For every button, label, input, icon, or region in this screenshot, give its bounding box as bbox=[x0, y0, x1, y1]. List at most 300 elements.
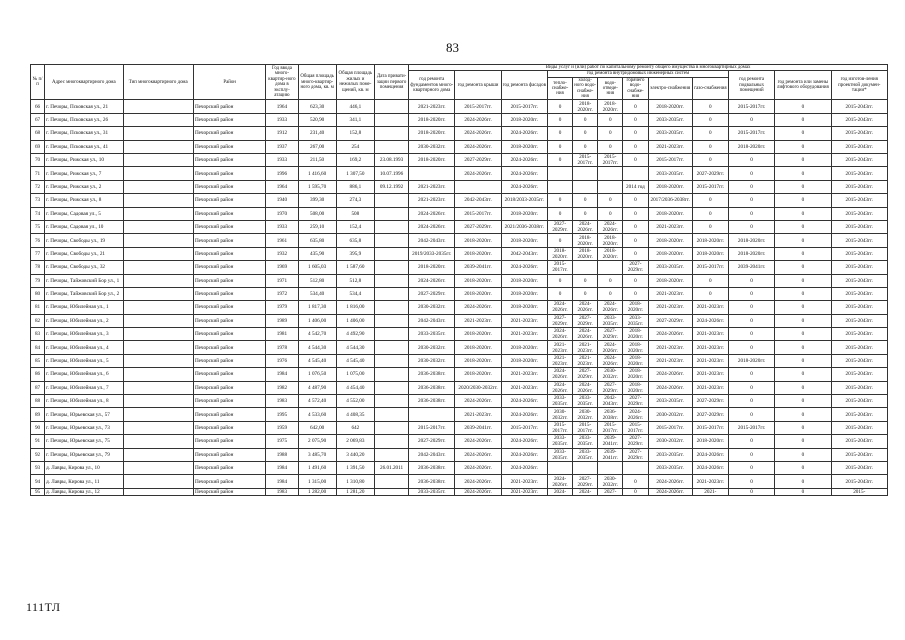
gas-cell: 0 bbox=[692, 220, 728, 233]
district-cell: Печорский район bbox=[193, 207, 265, 220]
privatization-date-cell bbox=[374, 247, 408, 260]
roof-cell: 2015-2017гг. bbox=[455, 207, 501, 220]
header-works-group: Виды услуг и (или) работ по капитальному ремонту общего имущества в многоквартирных домах bbox=[409, 65, 888, 71]
year-cell: 1996 bbox=[266, 167, 298, 180]
type-cell bbox=[123, 475, 193, 488]
foundation-cell: 2036-2038гг. bbox=[409, 475, 455, 488]
hot-water-cell: 2027-2029гг. bbox=[623, 261, 648, 274]
address-cell: г. Печоры, Тайжовский Бор ул., 1 bbox=[45, 274, 123, 287]
year-cell: 1978 bbox=[266, 341, 298, 354]
facade-cell: 2021-2023гг. bbox=[501, 488, 547, 495]
heat-supply-cell: 2024-2026гг. bbox=[547, 381, 572, 394]
design-docs-cell: 2015-2043гг. bbox=[831, 247, 887, 260]
gas-cell: 2027-2029гг. bbox=[692, 167, 728, 180]
electricity-cell: 2021-2023гг. bbox=[648, 140, 692, 153]
basement-cell: 0 bbox=[728, 154, 774, 167]
privatization-date-cell: 09.12.1992 bbox=[374, 180, 408, 193]
total-area-cell: 4 545,40 bbox=[298, 354, 336, 367]
row-number: 84 bbox=[31, 341, 45, 354]
foundation-cell bbox=[409, 167, 455, 180]
heat-supply-cell: 2021-2023гг. bbox=[547, 354, 572, 367]
type-cell bbox=[123, 328, 193, 341]
living-area-cell: 341,1 bbox=[336, 113, 374, 126]
basement-cell: 0 bbox=[728, 368, 774, 381]
year-cell: 1961 bbox=[266, 234, 298, 247]
type-cell bbox=[123, 395, 193, 408]
district-cell: Печорский район bbox=[193, 247, 265, 260]
gas-cell: 0 bbox=[692, 127, 728, 140]
drainage-cell: 2030-2032гг. bbox=[598, 368, 623, 381]
electricity-cell: 2033-2035гг. bbox=[648, 261, 692, 274]
gas-cell: 0 bbox=[692, 154, 728, 167]
hot-water-cell bbox=[623, 461, 648, 474]
cold-water-cell: 2015-2017гг. bbox=[573, 154, 598, 167]
privatization-date-cell bbox=[374, 475, 408, 488]
basement-cell: 2015-2017гг. bbox=[728, 421, 774, 434]
gas-cell: 2021-2023гг. bbox=[692, 301, 728, 314]
cold-water-cell: 2024- bbox=[573, 488, 598, 495]
address-cell: г. Печоры, Юбилейная ул., 1 bbox=[45, 301, 123, 314]
living-area-cell: 274,3 bbox=[336, 194, 374, 207]
living-area-cell: 1 307,50 bbox=[336, 167, 374, 180]
table-row bbox=[31, 247, 888, 260]
table-row bbox=[31, 368, 888, 381]
design-docs-cell: 2015-2043гг. bbox=[831, 154, 887, 167]
year-cell: 1975 bbox=[266, 435, 298, 448]
address-cell: д. Лавры, Кирова ул., 10 bbox=[45, 461, 123, 474]
living-area-cell: 4 544,30 bbox=[336, 341, 374, 354]
row-number: 91 bbox=[31, 435, 45, 448]
electricity-cell: 2030-2032гг. bbox=[648, 435, 692, 448]
row-number: 78 bbox=[31, 261, 45, 274]
foundation-cell: 2024-2026гг. bbox=[409, 220, 455, 233]
address-cell: г. Печоры, Свободы ул., 19 bbox=[45, 234, 123, 247]
basement-cell: 2015-2017гг. bbox=[728, 127, 774, 140]
row-number: 83 bbox=[31, 328, 45, 341]
privatization-date-cell bbox=[374, 421, 408, 434]
design-docs-cell: 2015-2043гг. bbox=[831, 287, 887, 300]
roof-cell: 2024-2026гг. bbox=[455, 301, 501, 314]
total-area-cell: 435,90 bbox=[298, 247, 336, 260]
type-cell bbox=[123, 234, 193, 247]
privatization-date-cell bbox=[374, 488, 408, 495]
design-docs-cell: 2015-2043гг. bbox=[831, 328, 887, 341]
district-cell: Печорский район bbox=[193, 381, 265, 394]
cold-water-cell: 2024-2026гг. bbox=[573, 301, 598, 314]
living-area-cell: 152,4 bbox=[336, 220, 374, 233]
type-cell bbox=[123, 421, 193, 434]
design-docs-cell: 2015-2043гг. bbox=[831, 167, 887, 180]
cold-water-cell: 0 bbox=[573, 194, 598, 207]
total-area-cell: 1 605,03 bbox=[298, 261, 336, 274]
gas-cell: 2018-2020гг. bbox=[692, 247, 728, 260]
footer-code: 111ТЛ bbox=[26, 600, 61, 614]
roof-cell: 2024-2026гг. bbox=[455, 140, 501, 153]
roof-cell: 2024-2026гг. bbox=[455, 475, 501, 488]
design-docs-cell: 2015-2043гг. bbox=[831, 354, 887, 367]
year-cell: 1970 bbox=[266, 207, 298, 220]
roof-cell: 2024-2026гг. bbox=[455, 435, 501, 448]
type-cell bbox=[123, 461, 193, 474]
living-area-cell: 4 408,35 bbox=[336, 408, 374, 421]
table-row bbox=[31, 234, 888, 247]
foundation-cell: 2024-2026гг. bbox=[409, 274, 455, 287]
roof-cell: 2018-2020гг. bbox=[455, 247, 501, 260]
address-cell: г. Печоры, Юбилейная ул., 7 bbox=[45, 381, 123, 394]
address-cell: г. Печоры, Псковская ул., 41 bbox=[45, 140, 123, 153]
foundation-cell: 2030-2032гг. bbox=[409, 354, 455, 367]
gas-cell: 2021-2023гг. bbox=[692, 368, 728, 381]
table-row bbox=[31, 381, 888, 394]
hot-water-cell: 0 bbox=[623, 488, 648, 495]
cold-water-cell: 2018-2020гг. bbox=[573, 247, 598, 260]
living-area-cell: 1 310,80 bbox=[336, 475, 374, 488]
hot-water-cell: 0 bbox=[623, 194, 648, 207]
lift-cell: 0 bbox=[775, 475, 831, 488]
hot-water-cell: 0 bbox=[623, 100, 648, 113]
design-docs-cell: 2015-2043гг. bbox=[831, 341, 887, 354]
heat-supply-cell: 2027-2029гг. bbox=[547, 314, 572, 327]
gas-cell: 2027-2029гг. bbox=[692, 395, 728, 408]
type-cell bbox=[123, 180, 193, 193]
type-cell bbox=[123, 341, 193, 354]
heat-supply-cell: 2033-2035гг. bbox=[547, 448, 572, 461]
design-docs-cell: 2015-2043гг. bbox=[831, 234, 887, 247]
table-row bbox=[31, 113, 888, 126]
basement-cell: 0 bbox=[728, 475, 774, 488]
hot-water-cell: 2024-2026гг. bbox=[623, 408, 648, 421]
electricity-cell: 2021-2023гг. bbox=[648, 301, 692, 314]
row-number: 92 bbox=[31, 448, 45, 461]
lift-cell: 0 bbox=[775, 328, 831, 341]
type-cell bbox=[123, 127, 193, 140]
header-district: Район bbox=[193, 65, 265, 100]
facade-cell: 2024-2026гг. bbox=[501, 154, 547, 167]
facade-cell: 2018-2020гг. bbox=[501, 274, 547, 287]
district-cell: Печорский район bbox=[193, 234, 265, 247]
header-total-area: Общая площадь много-квартир-ного дома, кв. м bbox=[298, 65, 336, 100]
privatization-date-cell bbox=[374, 207, 408, 220]
heat-supply-cell: 0 bbox=[547, 207, 572, 220]
drainage-cell: 2042-2043гг. bbox=[598, 395, 623, 408]
total-area-cell: 399,30 bbox=[298, 194, 336, 207]
district-cell: Печорский район bbox=[193, 488, 265, 495]
address-cell: г. Печоры, Юрьевская ул., 75 bbox=[45, 435, 123, 448]
foundation-cell: 2015-2017гг. bbox=[409, 421, 455, 434]
district-cell: Печорский район bbox=[193, 395, 265, 408]
table-row bbox=[31, 100, 888, 113]
heat-supply-cell: 0 bbox=[547, 287, 572, 300]
district-cell: Печорский район bbox=[193, 421, 265, 434]
facade-cell: 2021-2023гг. bbox=[501, 368, 547, 381]
drainage-cell bbox=[598, 261, 623, 274]
header-foundation: год ремонта фундаментов много-квартирного дома bbox=[409, 71, 455, 100]
total-area-cell: 211,50 bbox=[298, 154, 336, 167]
cold-water-cell: 2033-2035гг. bbox=[573, 395, 598, 408]
privatization-date-cell bbox=[374, 234, 408, 247]
lift-cell: 0 bbox=[775, 287, 831, 300]
heat-supply-cell: 0 bbox=[547, 113, 572, 126]
table-row bbox=[31, 354, 888, 367]
design-docs-cell: 2015-2043гг. bbox=[831, 140, 887, 153]
facade-cell: 2018-2020гг. bbox=[501, 354, 547, 367]
row-number: 66 bbox=[31, 100, 45, 113]
hot-water-cell: 0 bbox=[623, 475, 648, 488]
roof-cell: 2018-2020гг. bbox=[455, 274, 501, 287]
table-row bbox=[31, 488, 888, 495]
table-row bbox=[31, 167, 888, 180]
table-row bbox=[31, 435, 888, 448]
row-number: 72 bbox=[31, 180, 45, 193]
district-cell: Печорский район bbox=[193, 180, 265, 193]
basement-cell: 2018-2020гг. bbox=[728, 140, 774, 153]
row-number: 75 bbox=[31, 220, 45, 233]
hot-water-cell bbox=[623, 167, 648, 180]
design-docs-cell: 2015-2043гг. bbox=[831, 207, 887, 220]
table-row bbox=[31, 461, 888, 474]
cold-water-cell: 0 bbox=[573, 274, 598, 287]
cold-water-cell: 2033-2035гг. bbox=[573, 435, 598, 448]
district-cell: Печорский район bbox=[193, 435, 265, 448]
district-cell: Печорский район bbox=[193, 314, 265, 327]
facade-cell: 2015-2017гг. bbox=[501, 100, 547, 113]
foundation-cell: 2036-2038гг. bbox=[409, 395, 455, 408]
type-cell bbox=[123, 274, 193, 287]
address-cell: г. Печоры, Юбилейная ул., 5 bbox=[45, 354, 123, 367]
drainage-cell: 0 bbox=[598, 140, 623, 153]
electricity-cell: 2033-2035гг. bbox=[648, 113, 692, 126]
table-row bbox=[31, 274, 888, 287]
gas-cell: 2021-2023гг. bbox=[692, 328, 728, 341]
cold-water-cell: 2024-2026гг. bbox=[573, 381, 598, 394]
facade-cell: 2018-2020гг. bbox=[501, 287, 547, 300]
facade-cell: 2024-2026гг. bbox=[501, 127, 547, 140]
header-heat-supply: тепло-снабже-ния bbox=[547, 77, 572, 100]
cold-water-cell bbox=[573, 167, 598, 180]
year-cell: 1979 bbox=[266, 301, 298, 314]
privatization-date-cell bbox=[374, 194, 408, 207]
table-row bbox=[31, 127, 888, 140]
drainage-cell: 2018-2020гг. bbox=[598, 247, 623, 260]
electricity-cell: 2027-2029гг. bbox=[648, 314, 692, 327]
roof-cell: 2024-2026гг. bbox=[455, 488, 501, 495]
total-area-cell: 1 491,60 bbox=[298, 461, 336, 474]
foundation-cell: 2024-2026гг. bbox=[409, 207, 455, 220]
privatization-date-cell bbox=[374, 140, 408, 153]
living-area-cell: 4 552,00 bbox=[336, 395, 374, 408]
roof-cell: 2024-2026гг. bbox=[455, 461, 501, 474]
foundation-cell: 2036-2038гг. bbox=[409, 461, 455, 474]
foundation-cell: 2036-2038гг. bbox=[409, 368, 455, 381]
cold-water-cell: 2033-2035гг. bbox=[573, 448, 598, 461]
type-cell bbox=[123, 314, 193, 327]
year-cell: 1984 bbox=[266, 461, 298, 474]
roof-cell: 2024-2026гг. bbox=[455, 167, 501, 180]
heat-supply-cell: 2033-2035гг. bbox=[547, 435, 572, 448]
lift-cell: 0 bbox=[775, 368, 831, 381]
table-row bbox=[31, 408, 888, 421]
type-cell bbox=[123, 167, 193, 180]
basement-cell: 0 bbox=[728, 301, 774, 314]
row-number: 68 bbox=[31, 127, 45, 140]
drainage-cell: 2024-2026гг. bbox=[598, 301, 623, 314]
foundation-cell: 2042-2043гг. bbox=[409, 448, 455, 461]
design-docs-cell: 2015-2043гг. bbox=[831, 113, 887, 126]
roof-cell: 2015-2017гг. bbox=[455, 100, 501, 113]
basement-cell: 0 bbox=[728, 488, 774, 495]
living-area-cell: 1 075,00 bbox=[336, 368, 374, 381]
foundation-cell: 2018-2020гг. bbox=[409, 127, 455, 140]
year-cell: 1984 bbox=[266, 475, 298, 488]
foundation-cell: 2030-2032гг. bbox=[409, 301, 455, 314]
lift-cell: 0 bbox=[775, 127, 831, 140]
year-cell: 1933 bbox=[266, 220, 298, 233]
facade-cell: 2024-2026гг. bbox=[501, 461, 547, 474]
heat-supply-cell: 2030-2032гг. bbox=[547, 408, 572, 421]
foundation-cell: 2027-2029гг. bbox=[409, 287, 455, 300]
living-area-cell: 512,8 bbox=[336, 274, 374, 287]
gas-cell: 2024-2026гг. bbox=[692, 314, 728, 327]
roof-cell: 2021-2023гг. bbox=[455, 408, 501, 421]
table-row bbox=[31, 154, 888, 167]
cold-water-cell: 2015-2017гг. bbox=[573, 421, 598, 434]
privatization-date-cell bbox=[374, 328, 408, 341]
hot-water-cell: 2027-2029гг. bbox=[623, 435, 648, 448]
type-cell bbox=[123, 408, 193, 421]
table-row bbox=[31, 180, 888, 193]
heat-supply-cell: 2015-2017гг. bbox=[547, 261, 572, 274]
electricity-cell: 2024-2026гг. bbox=[648, 368, 692, 381]
header-electricity: электро-снабжения bbox=[648, 77, 692, 100]
privatization-date-cell bbox=[374, 287, 408, 300]
electricity-cell: 2033-2035гг. bbox=[648, 395, 692, 408]
address-cell: г. Печоры, Рижская ул., 8 bbox=[45, 194, 123, 207]
address-cell: г. Печоры, Юрьевская ул., 79 bbox=[45, 448, 123, 461]
electricity-cell: 2015-2017гг. bbox=[648, 421, 692, 434]
lift-cell: 0 bbox=[775, 154, 831, 167]
year-cell: 1959 bbox=[266, 421, 298, 434]
type-cell bbox=[123, 301, 193, 314]
gas-cell: 2021-2023гг. bbox=[692, 354, 728, 367]
total-area-cell: 520,90 bbox=[298, 113, 336, 126]
design-docs-cell: 2015-2043гг. bbox=[831, 314, 887, 327]
row-number: 73 bbox=[31, 194, 45, 207]
roof-cell: 2018-2020гг. bbox=[455, 328, 501, 341]
address-cell: г. Печоры, Рижская ул., 7 bbox=[45, 167, 123, 180]
total-area-cell: 508,00 bbox=[298, 207, 336, 220]
district-cell: Печорский район bbox=[193, 448, 265, 461]
hot-water-cell: 0 bbox=[623, 154, 648, 167]
facade-cell: 2021-2023гг. bbox=[501, 328, 547, 341]
hot-water-cell: 0 bbox=[623, 247, 648, 260]
heat-supply-cell: 0 bbox=[547, 274, 572, 287]
cold-water-cell bbox=[573, 180, 598, 193]
privatization-date-cell bbox=[374, 261, 408, 274]
drainage-cell: 2015-2017гг. bbox=[598, 421, 623, 434]
total-area-cell: 4 572,40 bbox=[298, 395, 336, 408]
total-area-cell: 231,40 bbox=[298, 127, 336, 140]
heat-supply-cell: 0 bbox=[547, 154, 572, 167]
foundation-cell: 2021-2023гг. bbox=[409, 194, 455, 207]
address-cell: г. Печоры, Юбилейная ул., 2 bbox=[45, 314, 123, 327]
year-cell: 1989 bbox=[266, 314, 298, 327]
facade-cell: 2018-2020гг. bbox=[501, 341, 547, 354]
header-cold-water: холод-ного водо-снабже-ния bbox=[574, 77, 597, 100]
electricity-cell: 2033-2035гг. bbox=[648, 127, 692, 140]
gas-cell: 0 bbox=[692, 113, 728, 126]
address-cell: г. Печоры, Псковская ул., 26 bbox=[45, 113, 123, 126]
type-cell bbox=[123, 381, 193, 394]
year-cell: 1964 bbox=[266, 180, 298, 193]
design-docs-cell: 2015-2043гг. bbox=[831, 435, 887, 448]
heat-supply-cell: 2024-2026гг. bbox=[547, 328, 572, 341]
header-lift: год ремонта или замены лифтового оборудования bbox=[775, 71, 831, 100]
gas-cell: 0 bbox=[692, 207, 728, 220]
electricity-cell: 2018-2020гг. bbox=[648, 234, 692, 247]
address-cell: г. Печоры, Юрьевская ул., 57 bbox=[45, 408, 123, 421]
roof-cell bbox=[455, 180, 501, 193]
header-gas: газо-снабжения bbox=[692, 77, 728, 100]
living-area-cell: 254 bbox=[336, 140, 374, 153]
facade-cell: 2021-2023гг. bbox=[501, 475, 547, 488]
lift-cell: 0 bbox=[775, 435, 831, 448]
lift-cell: 0 bbox=[775, 301, 831, 314]
facade-cell: 2021/2036-2038гг. bbox=[501, 220, 547, 233]
lift-cell: 0 bbox=[775, 448, 831, 461]
row-number: 87 bbox=[31, 381, 45, 394]
address-cell: г. Печоры, Рижская ул., 10 bbox=[45, 154, 123, 167]
row-number: 82 bbox=[31, 314, 45, 327]
row-number: 69 bbox=[31, 140, 45, 153]
living-area-cell: 508 bbox=[336, 207, 374, 220]
electricity-cell: 2024-2026гг. bbox=[648, 488, 692, 495]
design-docs-cell: 2015-2043гг. bbox=[831, 220, 887, 233]
facade-cell: 2024-2026гг. bbox=[501, 167, 547, 180]
living-area-cell: 534,4 bbox=[336, 287, 374, 300]
year-cell: 1940 bbox=[266, 194, 298, 207]
drainage-cell: 2015-2017гг. bbox=[598, 154, 623, 167]
table-row bbox=[31, 395, 888, 408]
lift-cell: 0 bbox=[775, 421, 831, 434]
foundation-cell: 2027-2029гг. bbox=[409, 435, 455, 448]
electricity-cell: 2021-2023гг. bbox=[648, 341, 692, 354]
privatization-date-cell bbox=[374, 395, 408, 408]
roof-cell: 2024-2026гг. bbox=[455, 127, 501, 140]
address-cell: г. Печоры, Юбилейная ул., 6 bbox=[45, 368, 123, 381]
basement-cell: 0 bbox=[728, 461, 774, 474]
roof-cell: 2018-2020гг. bbox=[455, 341, 501, 354]
facade-cell: 2018-2020гг. bbox=[501, 113, 547, 126]
table-row bbox=[31, 207, 888, 220]
gas-cell: 2018-2020гг. bbox=[692, 234, 728, 247]
heat-supply-cell: 2027-2029гг. bbox=[547, 220, 572, 233]
living-area-cell: 152,8 bbox=[336, 127, 374, 140]
gas-cell: 2021- bbox=[692, 488, 728, 495]
facade-cell: 2018-2020гг. bbox=[501, 301, 547, 314]
gas-cell: 2021-2023гг. bbox=[692, 381, 728, 394]
basement-cell: 2015-2017гг. bbox=[728, 100, 774, 113]
drainage-cell: 2018-2020гг. bbox=[598, 234, 623, 247]
drainage-cell bbox=[598, 180, 623, 193]
design-docs-cell: 2015-2043гг. bbox=[831, 381, 887, 394]
roof-cell: 2024-2026гг. bbox=[455, 113, 501, 126]
year-cell: 1972 bbox=[266, 287, 298, 300]
lift-cell: 0 bbox=[775, 140, 831, 153]
year-cell: 1971 bbox=[266, 274, 298, 287]
electricity-cell: 2030-2032гг. bbox=[648, 408, 692, 421]
drainage-cell: 2018-2020гг. bbox=[598, 100, 623, 113]
heat-supply-cell: 0 bbox=[547, 127, 572, 140]
